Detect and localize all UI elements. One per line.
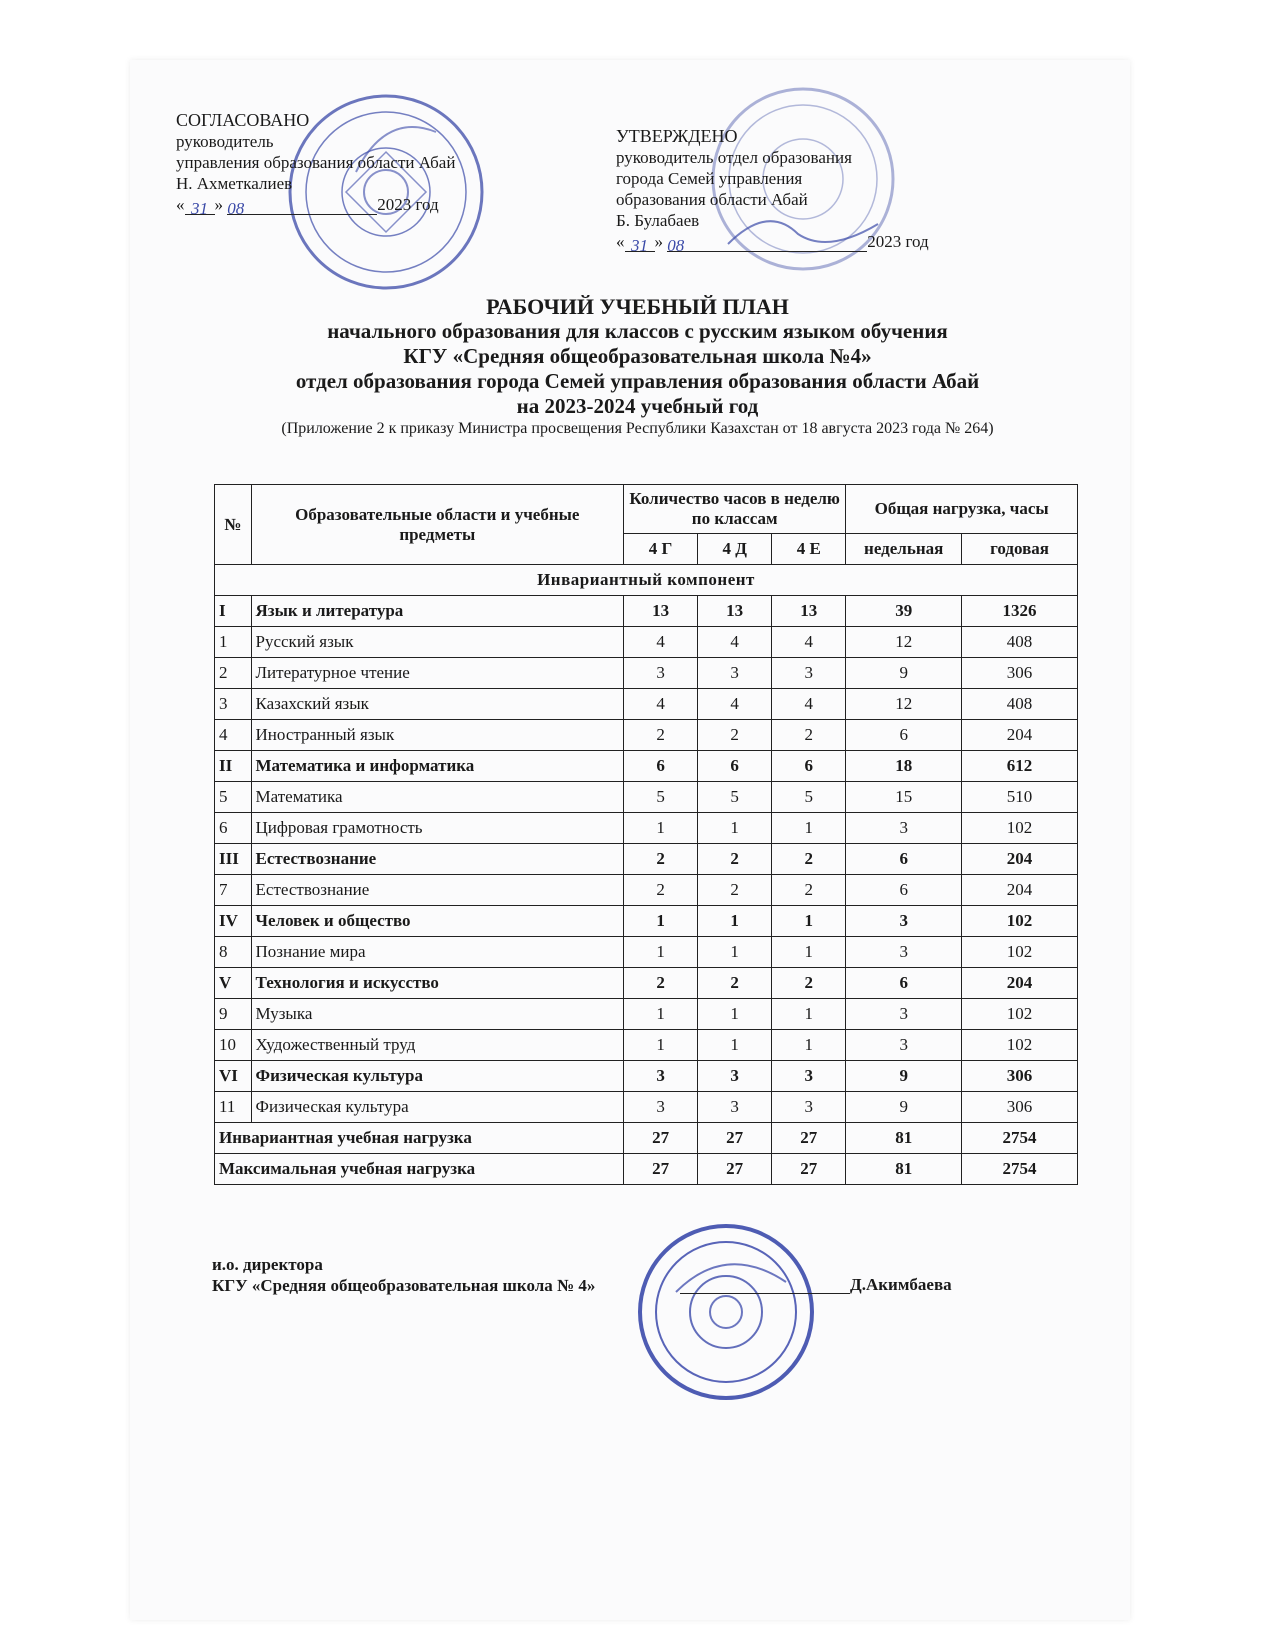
row-weekly: 6 <box>846 968 962 999</box>
col-header-class-4g: 4 Г <box>624 534 698 565</box>
row-subject: Естествознание <box>251 844 624 875</box>
row-weekly: 3 <box>846 1030 962 1061</box>
row-hours-4e: 2 <box>772 968 846 999</box>
col-header-subjects: Образовательные области и учебные предметы <box>251 485 624 565</box>
row-hours-4d: 5 <box>698 782 772 813</box>
row-hours-4e: 2 <box>772 720 846 751</box>
approval-right-line3: образования области Абай <box>616 190 808 209</box>
row-number: 3 <box>215 689 252 720</box>
row-yearly: 408 <box>962 627 1078 658</box>
row-hours-4g: 1 <box>624 906 698 937</box>
table-area-row <box>215 844 1078 875</box>
row-hours-4g: 1 <box>624 937 698 968</box>
approval-left-name: Н. Ахметкалиев <box>176 174 293 193</box>
approval-left-month: 08 <box>227 198 377 215</box>
row-hours-4g: 4 <box>624 689 698 720</box>
row-weekly: 9 <box>846 1061 962 1092</box>
signature-role: и.о. директора <box>212 1255 323 1274</box>
row-weekly: 39 <box>846 596 962 627</box>
row-hours-4g: 13 <box>624 596 698 627</box>
row-hours-4d: 1 <box>698 906 772 937</box>
total-max-label: Максимальная учебная нагрузка <box>215 1154 624 1185</box>
row-yearly: 102 <box>962 937 1078 968</box>
row-hours-4g: 6 <box>624 751 698 782</box>
table-row <box>215 658 1078 689</box>
total-invariant-weekly: 81 <box>846 1123 962 1154</box>
row-hours-4e: 1 <box>772 1030 846 1061</box>
total-invariant-row <box>215 1123 1078 1154</box>
row-subject: Технология и искусство <box>251 968 624 999</box>
row-hours-4g: 3 <box>624 1061 698 1092</box>
row-hours-4d: 3 <box>698 1092 772 1123</box>
row-hours-4d: 2 <box>698 844 772 875</box>
approval-right-month: 08 <box>667 235 867 252</box>
row-weekly: 3 <box>846 937 962 968</box>
table-area-row <box>215 968 1078 999</box>
row-hours-4g: 4 <box>624 627 698 658</box>
row-yearly: 510 <box>962 782 1078 813</box>
row-number: V <box>215 968 252 999</box>
row-yearly: 408 <box>962 689 1078 720</box>
approval-right-name: Б. Булабаев <box>616 211 700 230</box>
row-hours-4d: 4 <box>698 627 772 658</box>
table-row <box>215 999 1078 1030</box>
date-quote-open: « <box>176 195 185 214</box>
row-yearly: 204 <box>962 844 1078 875</box>
section-invariant: Инвариантный компонент <box>215 565 1078 596</box>
row-yearly: 102 <box>962 1030 1078 1061</box>
row-yearly: 204 <box>962 720 1078 751</box>
row-hours-4d: 6 <box>698 751 772 782</box>
title-line-3: КГУ «Средняя общеобразовательная школа №4» <box>403 344 872 368</box>
row-weekly: 12 <box>846 627 962 658</box>
row-number: 1 <box>215 627 252 658</box>
row-hours-4g: 3 <box>624 1092 698 1123</box>
col-header-yearly: годовая <box>962 534 1078 565</box>
row-hours-4g: 5 <box>624 782 698 813</box>
row-weekly: 3 <box>846 906 962 937</box>
signature-name: Д.Акимбаева <box>850 1275 952 1294</box>
date-quote-close: » <box>214 195 223 214</box>
table-area-row <box>215 751 1078 782</box>
row-number: 2 <box>215 658 252 689</box>
row-subject: Русский язык <box>251 627 624 658</box>
row-yearly: 1326 <box>962 596 1078 627</box>
approval-left-year: 2023 год <box>377 195 439 214</box>
col-header-class-4d: 4 Д <box>698 534 772 565</box>
row-number: 7 <box>215 875 252 906</box>
document-title-block <box>0 294 1275 439</box>
row-weekly: 3 <box>846 813 962 844</box>
row-hours-4g: 2 <box>624 875 698 906</box>
table-area-row <box>215 596 1078 627</box>
col-header-hours: Количество часов в неделю по классам <box>624 485 846 534</box>
total-max-yearly: 2754 <box>962 1154 1078 1185</box>
row-hours-4e: 5 <box>772 782 846 813</box>
total-invariant-4e: 27 <box>772 1123 846 1154</box>
row-weekly: 9 <box>846 1092 962 1123</box>
document-title: РАБОЧИЙ УЧЕБНЫЙ ПЛАН <box>486 294 789 319</box>
row-subject: Физическая культура <box>251 1061 624 1092</box>
row-hours-4e: 1 <box>772 906 846 937</box>
row-hours-4g: 3 <box>624 658 698 689</box>
row-hours-4e: 3 <box>772 1061 846 1092</box>
row-weekly: 3 <box>846 999 962 1030</box>
row-hours-4d: 2 <box>698 968 772 999</box>
signature-line <box>680 1293 850 1294</box>
row-weekly: 6 <box>846 844 962 875</box>
approval-block-right <box>616 126 929 255</box>
row-weekly: 6 <box>846 720 962 751</box>
table-row <box>215 627 1078 658</box>
row-subject: Художественный труд <box>251 1030 624 1061</box>
row-hours-4e: 13 <box>772 596 846 627</box>
table-row <box>215 782 1078 813</box>
row-weekly: 15 <box>846 782 962 813</box>
row-number: 9 <box>215 999 252 1030</box>
total-max-row <box>215 1154 1078 1185</box>
approval-right-heading: УТВЕРЖДЕНО <box>616 126 738 146</box>
row-hours-4g: 2 <box>624 968 698 999</box>
row-yearly: 306 <box>962 658 1078 689</box>
row-hours-4d: 2 <box>698 875 772 906</box>
table-row <box>215 875 1078 906</box>
total-invariant-4d: 27 <box>698 1123 772 1154</box>
row-subject: Физическая культура <box>251 1092 624 1123</box>
col-header-num: № <box>215 485 252 565</box>
row-weekly: 18 <box>846 751 962 782</box>
table-area-row <box>215 1061 1078 1092</box>
row-number: 5 <box>215 782 252 813</box>
approval-left-line2: управления образования области Абай <box>176 153 456 172</box>
row-subject: Познание мира <box>251 937 624 968</box>
table-row <box>215 689 1078 720</box>
approval-left-heading: СОГЛАСОВАНО <box>176 110 310 130</box>
row-hours-4e: 3 <box>772 658 846 689</box>
row-subject: Человек и общество <box>251 906 624 937</box>
row-hours-4e: 4 <box>772 689 846 720</box>
date-quote-open: « <box>616 232 625 251</box>
row-hours-4e: 3 <box>772 1092 846 1123</box>
approval-left-line1: руководитель <box>176 132 274 151</box>
table-row <box>215 1092 1078 1123</box>
table-row <box>215 937 1078 968</box>
table-row <box>215 720 1078 751</box>
row-subject: Математика <box>251 782 624 813</box>
table-row <box>215 813 1078 844</box>
total-max-4e: 27 <box>772 1154 846 1185</box>
row-subject: Музыка <box>251 999 624 1030</box>
row-hours-4e: 1 <box>772 813 846 844</box>
row-number: II <box>215 751 252 782</box>
row-weekly: 6 <box>846 875 962 906</box>
col-header-weekly: недельная <box>846 534 962 565</box>
approval-right-date <box>616 231 929 255</box>
row-number: III <box>215 844 252 875</box>
row-yearly: 102 <box>962 813 1078 844</box>
row-hours-4d: 1 <box>698 1030 772 1061</box>
row-hours-4e: 1 <box>772 937 846 968</box>
curriculum-table <box>214 484 1078 1185</box>
col-header-class-4e: 4 Е <box>772 534 846 565</box>
row-number: IV <box>215 906 252 937</box>
row-hours-4e: 6 <box>772 751 846 782</box>
row-hours-4g: 1 <box>624 999 698 1030</box>
row-weekly: 12 <box>846 689 962 720</box>
total-invariant-label: Инвариантная учебная нагрузка <box>215 1123 624 1154</box>
row-subject: Казахский язык <box>251 689 624 720</box>
row-subject: Цифровая грамотность <box>251 813 624 844</box>
row-number: VI <box>215 1061 252 1092</box>
row-subject: Иностранный язык <box>251 720 624 751</box>
row-hours-4d: 3 <box>698 1061 772 1092</box>
date-quote-close: » <box>654 232 663 251</box>
row-number: 10 <box>215 1030 252 1061</box>
approval-right-year: 2023 год <box>867 232 929 251</box>
table-row <box>215 1030 1078 1061</box>
row-hours-4d: 3 <box>698 658 772 689</box>
row-yearly: 102 <box>962 906 1078 937</box>
row-hours-4d: 1 <box>698 937 772 968</box>
row-hours-4g: 2 <box>624 844 698 875</box>
row-subject: Язык и литература <box>251 596 624 627</box>
row-subject: Математика и информатика <box>251 751 624 782</box>
col-header-load: Общая нагрузка, часы <box>846 485 1078 534</box>
row-weekly: 9 <box>846 658 962 689</box>
row-yearly: 102 <box>962 999 1078 1030</box>
total-invariant-yearly: 2754 <box>962 1123 1078 1154</box>
row-hours-4e: 4 <box>772 627 846 658</box>
row-yearly: 204 <box>962 875 1078 906</box>
title-note: (Приложение 2 к приказу Министра просвещения Республики Казахстан от 18 августа 2023 года № 264) <box>281 420 994 437</box>
row-number: 8 <box>215 937 252 968</box>
row-hours-4d: 1 <box>698 813 772 844</box>
table-area-row <box>215 906 1078 937</box>
title-line-2: начального образования для классов с русским языком обучения <box>327 319 948 343</box>
approval-left-date <box>176 194 455 218</box>
approval-left-day: 31 <box>185 198 215 215</box>
row-hours-4g: 1 <box>624 1030 698 1061</box>
row-hours-4e: 2 <box>772 875 846 906</box>
row-hours-4d: 4 <box>698 689 772 720</box>
row-hours-4g: 2 <box>624 720 698 751</box>
row-hours-4d: 2 <box>698 720 772 751</box>
approval-right-day: 31 <box>625 235 655 252</box>
row-hours-4d: 13 <box>698 596 772 627</box>
row-hours-4e: 2 <box>772 844 846 875</box>
total-max-4d: 27 <box>698 1154 772 1185</box>
title-line-4: отдел образования города Семей управления образования области Абай <box>295 369 980 393</box>
row-hours-4e: 1 <box>772 999 846 1030</box>
row-number: 11 <box>215 1092 252 1123</box>
row-number: 6 <box>215 813 252 844</box>
approval-block-left <box>176 110 456 218</box>
row-yearly: 306 <box>962 1092 1078 1123</box>
row-yearly: 204 <box>962 968 1078 999</box>
signature-org: КГУ «Средняя общеобразовательная школа № 4» <box>212 1276 596 1295</box>
row-yearly: 612 <box>962 751 1078 782</box>
row-hours-4g: 1 <box>624 813 698 844</box>
title-line-5: на 2023-2024 учебный год <box>516 394 759 418</box>
row-number: 4 <box>215 720 252 751</box>
approval-right-line2: города Семей управления <box>616 169 803 188</box>
row-yearly: 306 <box>962 1061 1078 1092</box>
row-hours-4d: 1 <box>698 999 772 1030</box>
row-subject: Литературное чтение <box>251 658 624 689</box>
signature-block <box>212 1254 595 1296</box>
total-max-weekly: 81 <box>846 1154 962 1185</box>
total-invariant-4g: 27 <box>624 1123 698 1154</box>
row-subject: Естествознание <box>251 875 624 906</box>
approval-right-line1: руководитель отдел образования <box>616 148 852 167</box>
total-max-4g: 27 <box>624 1154 698 1185</box>
row-number: I <box>215 596 252 627</box>
